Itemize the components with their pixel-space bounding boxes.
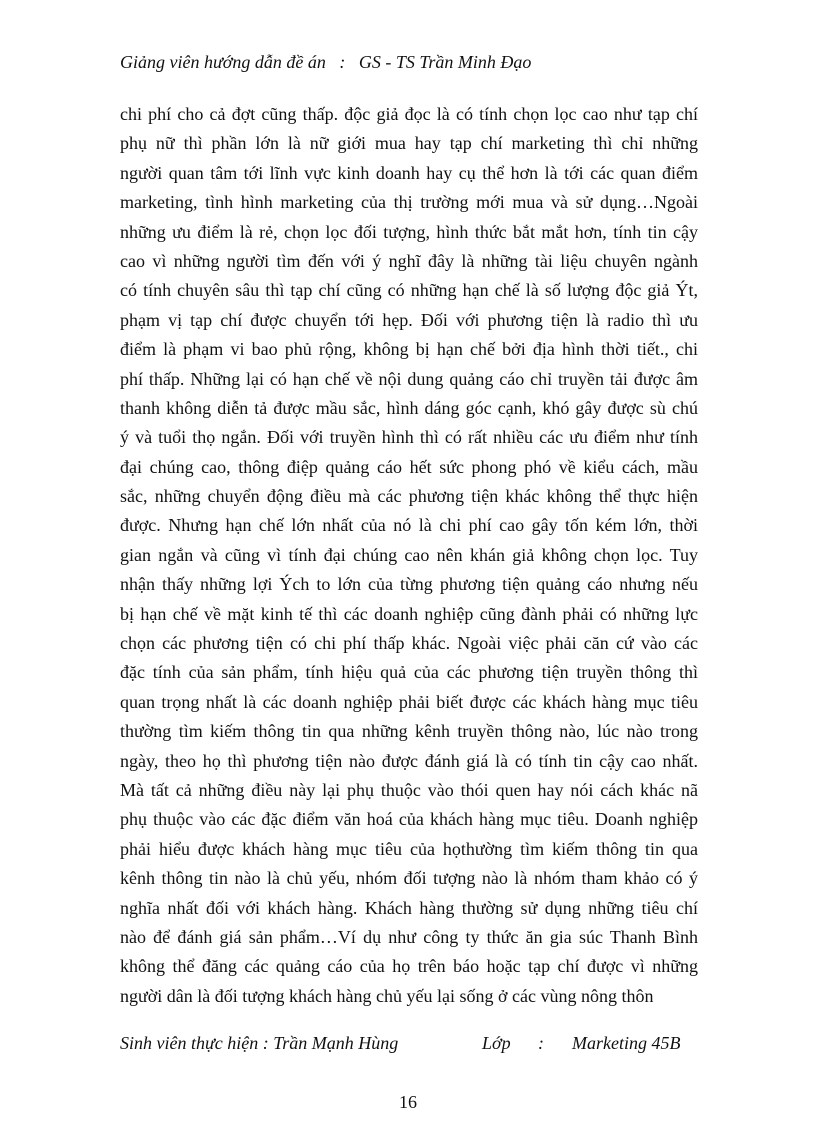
footer-class-value: Marketing 45B bbox=[572, 1033, 681, 1053]
body-line: chọn các phương tiện có chi phí thấp khác. Ngoài việc phải căn cứ vào các bbox=[120, 633, 698, 654]
body-line: thường tìm kiếm thông tin qua những kênh truyền thông nào, lúc nào trong bbox=[120, 721, 698, 742]
body-line: quan trọng nhất là các doanh nghiệp phải biết được các khách hàng mục tiêu bbox=[120, 691, 698, 712]
body-line: phụ thuộc vào các đặc điểm văn hoá của khách hàng mục tiêu. Doanh nghiệp bbox=[120, 809, 698, 830]
body-line: đặc tính của sản phẩm, tính hiệu quả của các phương tiện truyền thông thì bbox=[120, 662, 698, 683]
body-line: cao vì những người tìm đến với ý nghĩ đây là những tài liệu chuyên ngành bbox=[120, 250, 698, 271]
body-line: phụ nữ thì phần lớn là nữ giới mua hay tạp chí marketing thì chỉ những bbox=[120, 133, 698, 154]
body-line: đại chúng cao, thông điệp quảng cáo hết sức phong phó về kiểu cách, mầu bbox=[120, 456, 698, 477]
body-line: không thể đăng các quảng cáo của họ trên báo hoặc tạp chí được vì những bbox=[120, 956, 698, 977]
body-line: được. Nhưng hạn chế lớn nhất của nó là chi phí cao gây tốn kém lớn, thời bbox=[120, 515, 698, 536]
page-number: 16 bbox=[399, 1092, 417, 1112]
body-line: gian ngắn và cũng vì tính đại chúng cao nên khán giả không chọn lọc. Tuy bbox=[120, 544, 698, 565]
body-line: thanh không diễn tả được mầu sắc, hình dáng góc cạnh, khó gây được sù chú bbox=[120, 397, 698, 418]
body-line: ngày, theo họ thì phương tiện nào được đánh giá là có tính tin cậy cao nhất. bbox=[120, 750, 698, 771]
body-line: bị hạn chế về mặt kinh tế thì các doanh nghiệp cũng đành phải có những lực bbox=[120, 603, 698, 624]
body-line: kênh thông tin nào là chủ yếu, nhóm đối tượng nào là nhóm tham khảo có ý bbox=[120, 868, 698, 889]
page-footer bbox=[120, 1030, 720, 1056]
body-line: marketing, tình hình marketing của thị trường mới mua và sử dụng…Ngoài bbox=[120, 192, 698, 213]
body-line: ý và tuổi thọ ngắn. Đối với truyền hình thì có rất nhiều các ưu điểm như tính bbox=[120, 427, 698, 448]
body-line: những ưu điểm là rẻ, chọn lọc đối tượng, hình thức bắt mắt hơn, tính tin cậy bbox=[120, 221, 698, 242]
body-line: nhận thấy những lợi Ých to lớn của từng phương tiện quảng cáo nhưng nếu bbox=[120, 574, 698, 595]
body-line: nào để đánh giá sản phẩm…Ví dụ như công ty thức ăn gia súc Thanh Bình bbox=[120, 926, 698, 947]
body-line: sắc, những chuyển động điều mà các phương tiện khác không thể thực hiện bbox=[120, 486, 698, 507]
body-line: chi phí cho cả đợt cũng thấp. độc giả đọc là có tính chọn lọc cao như tạp chí bbox=[120, 104, 698, 124]
footer-student-info: Sinh viên thực hiện : Trần Mạnh Hùng bbox=[120, 1033, 399, 1053]
footer-class-label: Lớp bbox=[482, 1033, 511, 1053]
page-header: Giảng viên hướng dẫn đề án : GS - TS Trần Minh Đạo bbox=[120, 52, 532, 72]
body-line: người dân là đối tượng khách hàng chủ yếu lại sống ở các vùng nông thôn bbox=[120, 985, 654, 1006]
footer-class-separator: : bbox=[538, 1033, 544, 1053]
body-line: Mà tất cả những điều này lại phụ thuộc vào thói quen hay nói cách khác nã bbox=[120, 779, 698, 800]
body-line: phạm vị tạp chí được chuyển tới hẹp. Đối với phương tiện là radio thì ưu bbox=[120, 309, 698, 330]
body-line: điểm là phạm vi bao phủ rộng, không bị hạn chế bởi địa hình thời tiết., chi bbox=[120, 339, 698, 360]
body-line: có tính chuyên sâu thì tạp chí cũng có những hạn chế là số lượng độc giả Ýt, bbox=[120, 280, 698, 301]
body-line: nghĩa nhất đối với khách hàng. Khách hàng thường sử dụng những tiêu chí bbox=[120, 897, 698, 918]
body-line: người quan tâm tới lĩnh vực kinh doanh hay cụ thể hơn là tới các quan điểm bbox=[120, 162, 698, 183]
body-text bbox=[120, 100, 698, 1011]
body-line: phí thấp. Những lại có hạn chế về nội dung quảng cáo chỉ truyền tải được âm bbox=[120, 368, 698, 389]
body-line: phải hiểu được khách hàng mục tiêu của họthường tìm kiếm thông tin qua bbox=[120, 838, 698, 859]
